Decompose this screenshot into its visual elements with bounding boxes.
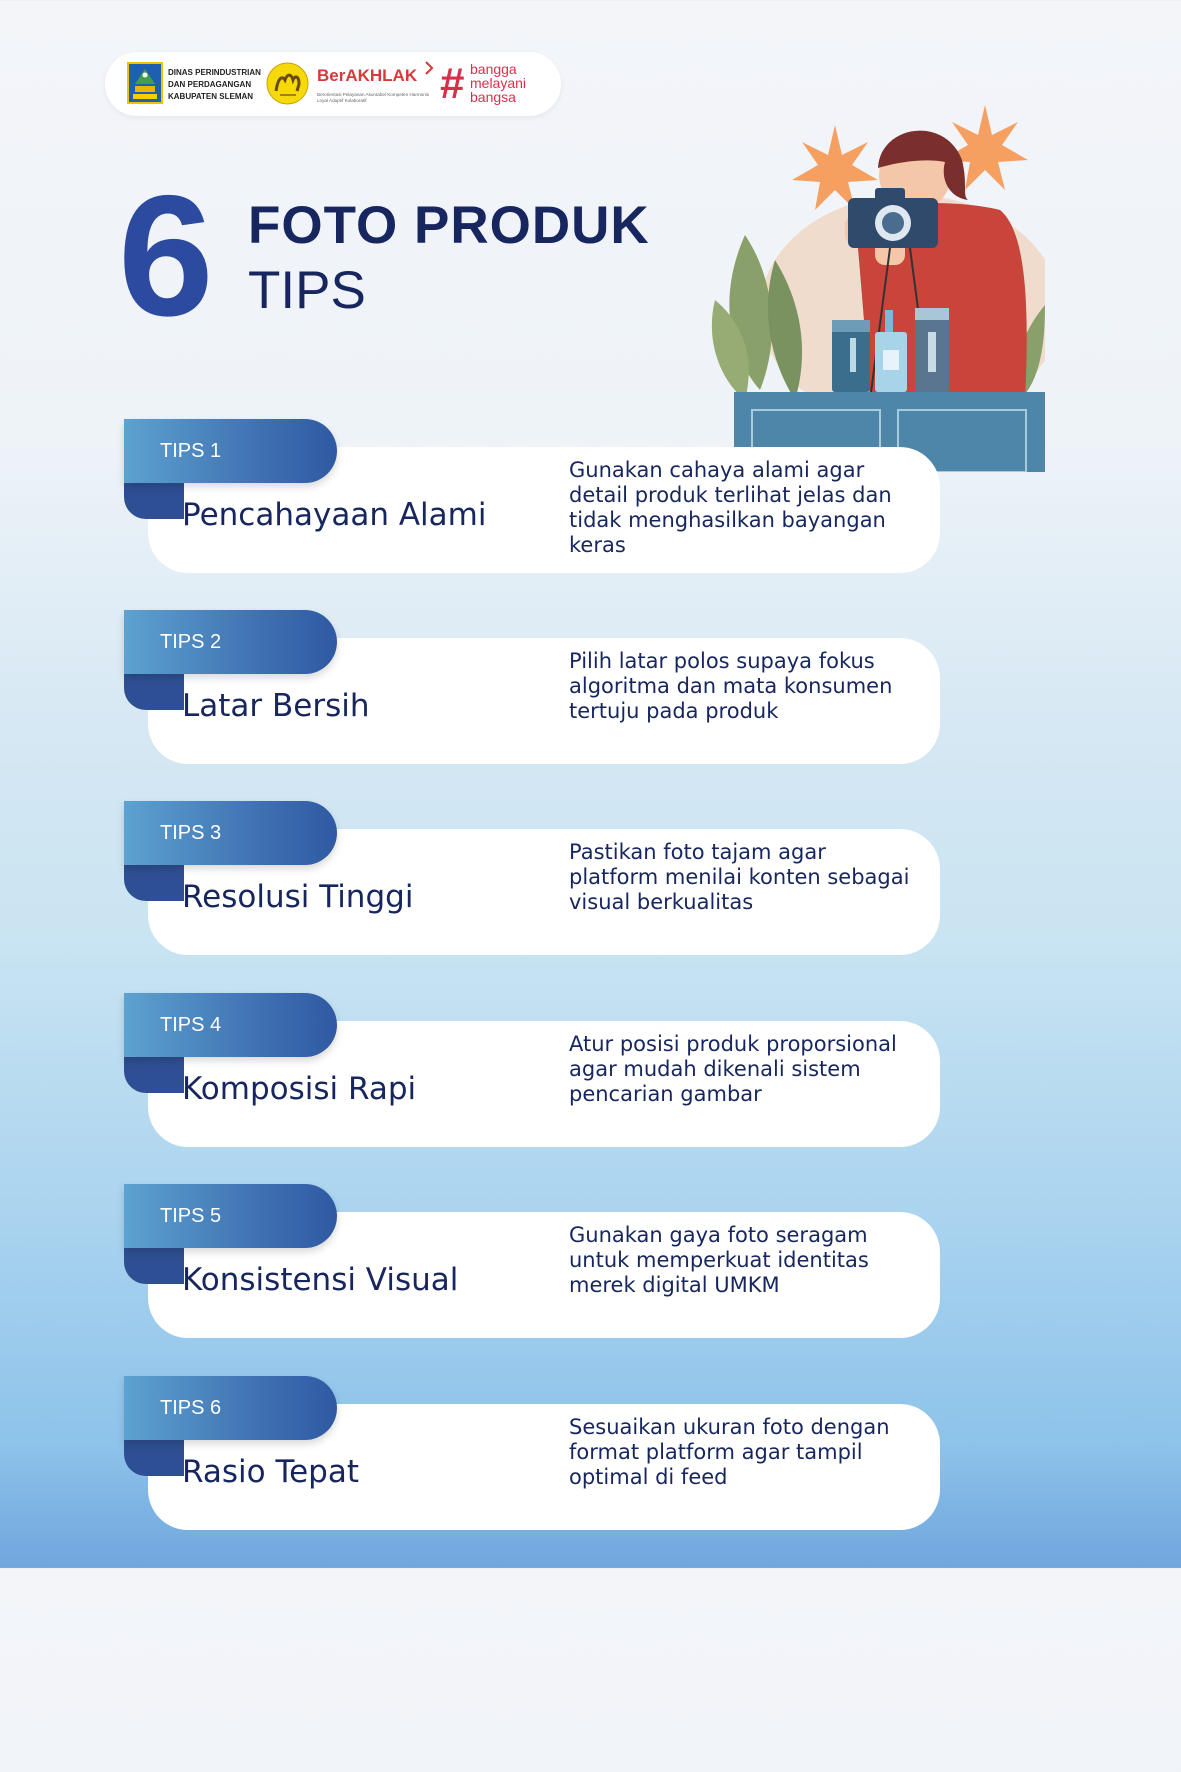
bangga-hash-mark: # xyxy=(440,59,465,108)
tip-description: Gunakan gaya foto seragam untuk memperkuat identitas merek digital UMKM xyxy=(569,1223,869,1297)
tip-tab xyxy=(124,419,337,483)
title-number: 6 xyxy=(118,160,214,352)
tip-label: TIPS 4 xyxy=(160,1014,222,1036)
tip-title: Rasio Tepat xyxy=(182,1454,360,1490)
tip-label: TIPS 6 xyxy=(160,1397,222,1419)
tip-description: Sesuaikan ukuran foto dengan format platform agar tampil optimal di feed xyxy=(569,1415,890,1489)
chevron-right-icon xyxy=(423,61,435,75)
agency-line-1: DINAS PERINDUSTRIAN xyxy=(168,68,261,77)
berakhlak-logo: BerAKHLAK xyxy=(317,66,418,85)
tip-tab xyxy=(124,993,337,1057)
photographer-illustration xyxy=(700,100,1045,472)
tip-description: Pastikan foto tajam agar platform menilai konten sebagai visual berkualitas xyxy=(569,840,910,914)
title-line-2: TIPS xyxy=(248,261,366,320)
tip-tab xyxy=(124,801,337,865)
tip-tab xyxy=(124,1376,337,1440)
tip-description: Gunakan cahaya alami agar detail produk terlihat jelas dan tidak menghasilkan bayangan keras xyxy=(569,458,892,557)
berakhlak-tagline: Berorientasi Pelayanan Akuntabel Kompeten Harmonis Loyal Adaptif Kolaboratif xyxy=(317,92,430,103)
tip-3 xyxy=(0,801,1045,957)
tip-description: Pilih latar polos supaya fokus algoritma dan mata konsumen tertuju pada produk xyxy=(569,649,893,723)
agency-line-2: DAN PERDAGANGAN xyxy=(168,80,252,89)
tip-label: TIPS 3 xyxy=(160,822,222,844)
tip-4 xyxy=(0,993,1045,1149)
tip-5 xyxy=(0,1184,1045,1340)
sembada-logo-icon xyxy=(266,62,309,105)
tip-tab xyxy=(124,1184,337,1248)
tip-label: TIPS 2 xyxy=(160,631,222,653)
tip-6 xyxy=(0,1376,1045,1532)
tip-title: Komposisi Rapi xyxy=(182,1071,417,1107)
tip-title: Resolusi Tinggi xyxy=(182,879,414,915)
bangga-word-1: bangga xyxy=(470,61,517,77)
tip-tab xyxy=(124,610,337,674)
title-line-1: FOTO PRODUK xyxy=(248,196,650,255)
logo-bar xyxy=(105,52,561,116)
bangga-word-3: bangsa xyxy=(470,89,516,105)
agency-name xyxy=(168,67,268,103)
agency-line-3: KABUPATEN SLEMAN xyxy=(168,92,254,101)
tip-description: Atur posisi produk proporsional agar mudah dikenali sistem pencarian gambar xyxy=(569,1032,897,1106)
tip-title: Latar Bersih xyxy=(182,688,370,724)
sleman-emblem-icon xyxy=(127,62,163,104)
tip-label: TIPS 5 xyxy=(160,1205,222,1227)
tip-title: Pencahayaan Alami xyxy=(182,497,487,533)
bangga-word-2: melayani xyxy=(470,75,527,91)
tip-title: Konsistensi Visual xyxy=(182,1262,459,1298)
tip-label: TIPS 1 xyxy=(160,440,222,462)
tip-1 xyxy=(0,419,1045,575)
tip-2 xyxy=(0,610,1045,766)
bangga-melayani-logo xyxy=(470,62,526,104)
